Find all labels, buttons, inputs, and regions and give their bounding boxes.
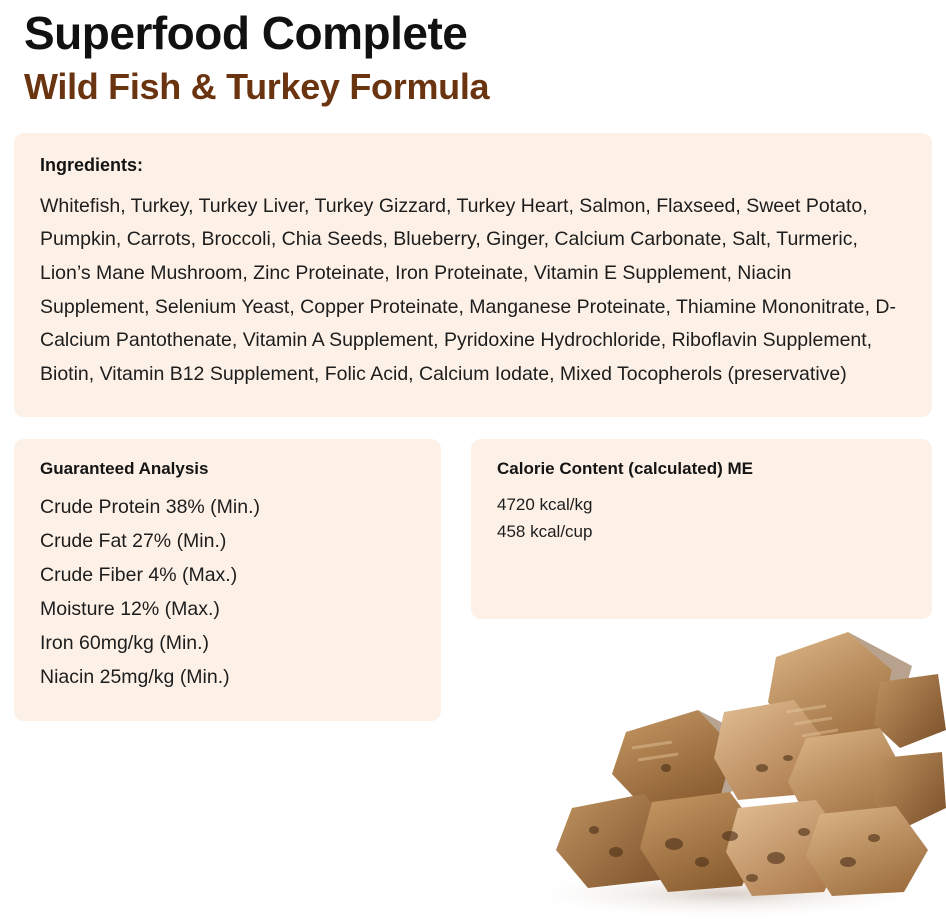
- guaranteed-analysis-heading: Guaranteed Analysis: [40, 459, 209, 479]
- list-item: Niacin 25mg/kg (Min.): [40, 665, 230, 688]
- list-item: 4720 kcal/kg: [497, 495, 593, 515]
- list-item: Crude Protein 38% (Min.): [40, 496, 261, 519]
- calorie-content-card: [471, 439, 932, 619]
- page-subtitle: Wild Fish & Turkey Formula: [24, 65, 490, 107]
- list-item: 458 kcal/cup: [497, 522, 593, 542]
- calorie-content-heading: Calorie Content (calculated) ME: [497, 459, 753, 479]
- ingredients-heading: Ingredients:: [40, 154, 144, 175]
- guaranteed-analysis-card: [14, 439, 441, 721]
- ingredients-card: [14, 133, 932, 417]
- list-item: Moisture 12% (Max.): [40, 597, 220, 620]
- list-item: Iron 60mg/kg (Min.): [40, 631, 210, 654]
- guaranteed-analysis-list: [40, 491, 415, 695]
- calorie-content-list: [497, 491, 906, 545]
- list-item: Crude Fiber 4% (Max.): [40, 563, 238, 586]
- lower-row: [14, 439, 932, 721]
- list-item: Crude Fat 27% (Min.): [40, 530, 227, 553]
- page-title: Superfood Complete: [24, 7, 468, 59]
- page-header: [14, 0, 932, 107]
- ingredients-text: Whitefish, Turkey, Turkey Liver, Turkey Gizzard, Turkey Heart, Salmon, Flaxseed, Sweet Potato, Pumpkin, Carrots, Broccoli, Chia Seeds, Blueberry, Ginger, Calcium Carbonate, Salt, Turmeric, Lion’s Mane Mushroom, Zinc Proteinate, Iron Proteinate, Vitamin E Supplement, Niacin Supplement, Selenium Yeast, Copper Proteinate, Manganese Proteinate, Thiamine Mononitrate, D-Calcium Pantothenate, Vitamin A Supplement, Pyridoxine Hydrochloride, Riboflavin Supplement, Biotin, Vitamin B12 Supplement, Folic Acid, Calcium Iodate, Mixed Tocopherols (preservative): [40, 194, 896, 385]
